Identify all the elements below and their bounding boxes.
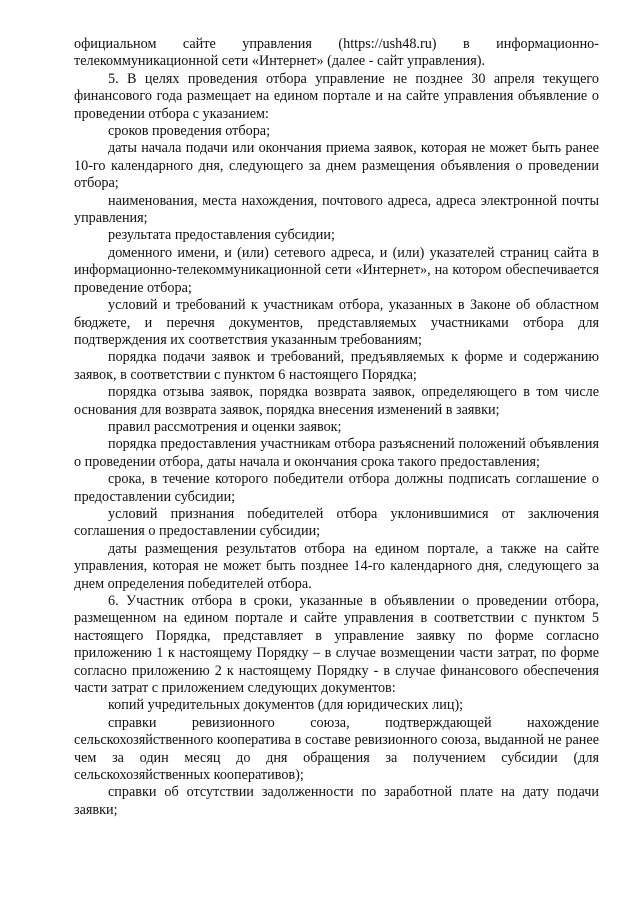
list-item-selection-dates: сроков проведения отбора; [108,123,271,140]
paragraph-website-reference: официальном сайте управления (https://ush48.ru) в информационно-телекоммуникационной сети «Интернет» (далее - сайт управления). [74,36,599,70]
list-item-domain-name: доменного имени, и (или) сетевого адреса, и (или) указателей страниц сайта в информационно-телекоммуникационной сети «Интернет», на котором обеспечивается проведение отбора; [74,244,599,296]
list-item-signing-deadline: срока, в течение которого победители отбора должны подписать соглашение о предоставлении субсидии; [74,471,599,505]
list-item-application-dates: даты начала подачи или окончания приема заявок, которая не может быть ранее 10-го календарного дня, следующего за днем размещения объявления о проведении отбора; [74,140,599,192]
list-item-submission-procedure: порядка подачи заявок и требований, предъявляемых к форме и содержанию заявок, в соответствии с пунктом 6 настоящего Порядка; [74,349,599,383]
list-item-audit-union-certificate: справки ревизионного союза, подтверждающей нахождение сельскохозяйственного кооператива в составе ревизионного союза, выданной не ранее чем за один месяц до дня обращения за получением субсидии (для сельскохозяйственных кооперативов); [74,714,599,784]
list-item-evasion-conditions: условий признания победителей отбора уклонившимися от заключения соглашения о предоставлении субсидии; [74,505,599,540]
paragraph-clause-6: 6. Участник отбора в сроки, указанные в объявлении о проведении отбора, размещенном на едином портале и сайте управления в соответствии с пунктом 5 настоящего Порядка, представляет в управление заявку по форме согласно приложению 1 к настоящему Порядку – в случае возмещении части затрат, по форме согласно приложению 2 к настоящему Порядку - в случае финансового обеспечения части затрат с приложением следующих документов: [74,593,599,697]
list-item-office-details: наименования, места нахождения, почтового адреса, адреса электронной почты управления; [74,192,599,227]
list-item-wage-arrears-certificate: справки об отсутствии задолженности по заработной плате на дату подачи заявки; [74,784,599,818]
list-item-withdrawal-procedure: порядка отзыва заявок, порядка возврата заявок, определяющего в том числе основания для возврата заявок, порядка внесения изменений в заявки; [74,384,599,418]
paragraph-clause-5: 5. В целях проведения отбора управление не позднее 30 апреля текущего финансового года размещает на едином портале и на сайте управления объявление о проведении отбора с указанием: [74,70,599,122]
list-item-clarifications: порядка предоставления участникам отбора разъяснений положений объявления о проведении отбора, даты начала и окончания срока такого предоставления; [74,436,599,470]
list-item-participant-requirements: условий и требований к участникам отбора, указанных в Законе об областном бюджете, и перечня документов, представляемых участниками отбора для подтверждения их соответствия указанным требованиям; [74,297,599,348]
list-item-founding-documents: копий учредительных документов (для юридических лиц); [108,697,464,714]
list-item-subsidy-result: результата предоставления субсидии; [108,227,335,244]
list-item-review-rules: правил рассмотрения и оценки заявок; [108,418,342,435]
list-item-results-publication: даты размещения результатов отбора на едином портале, а также на сайте управления, которая не может быть позднее 14-го календарного дня, следующего за днем определения победителей отбора. [74,540,599,592]
